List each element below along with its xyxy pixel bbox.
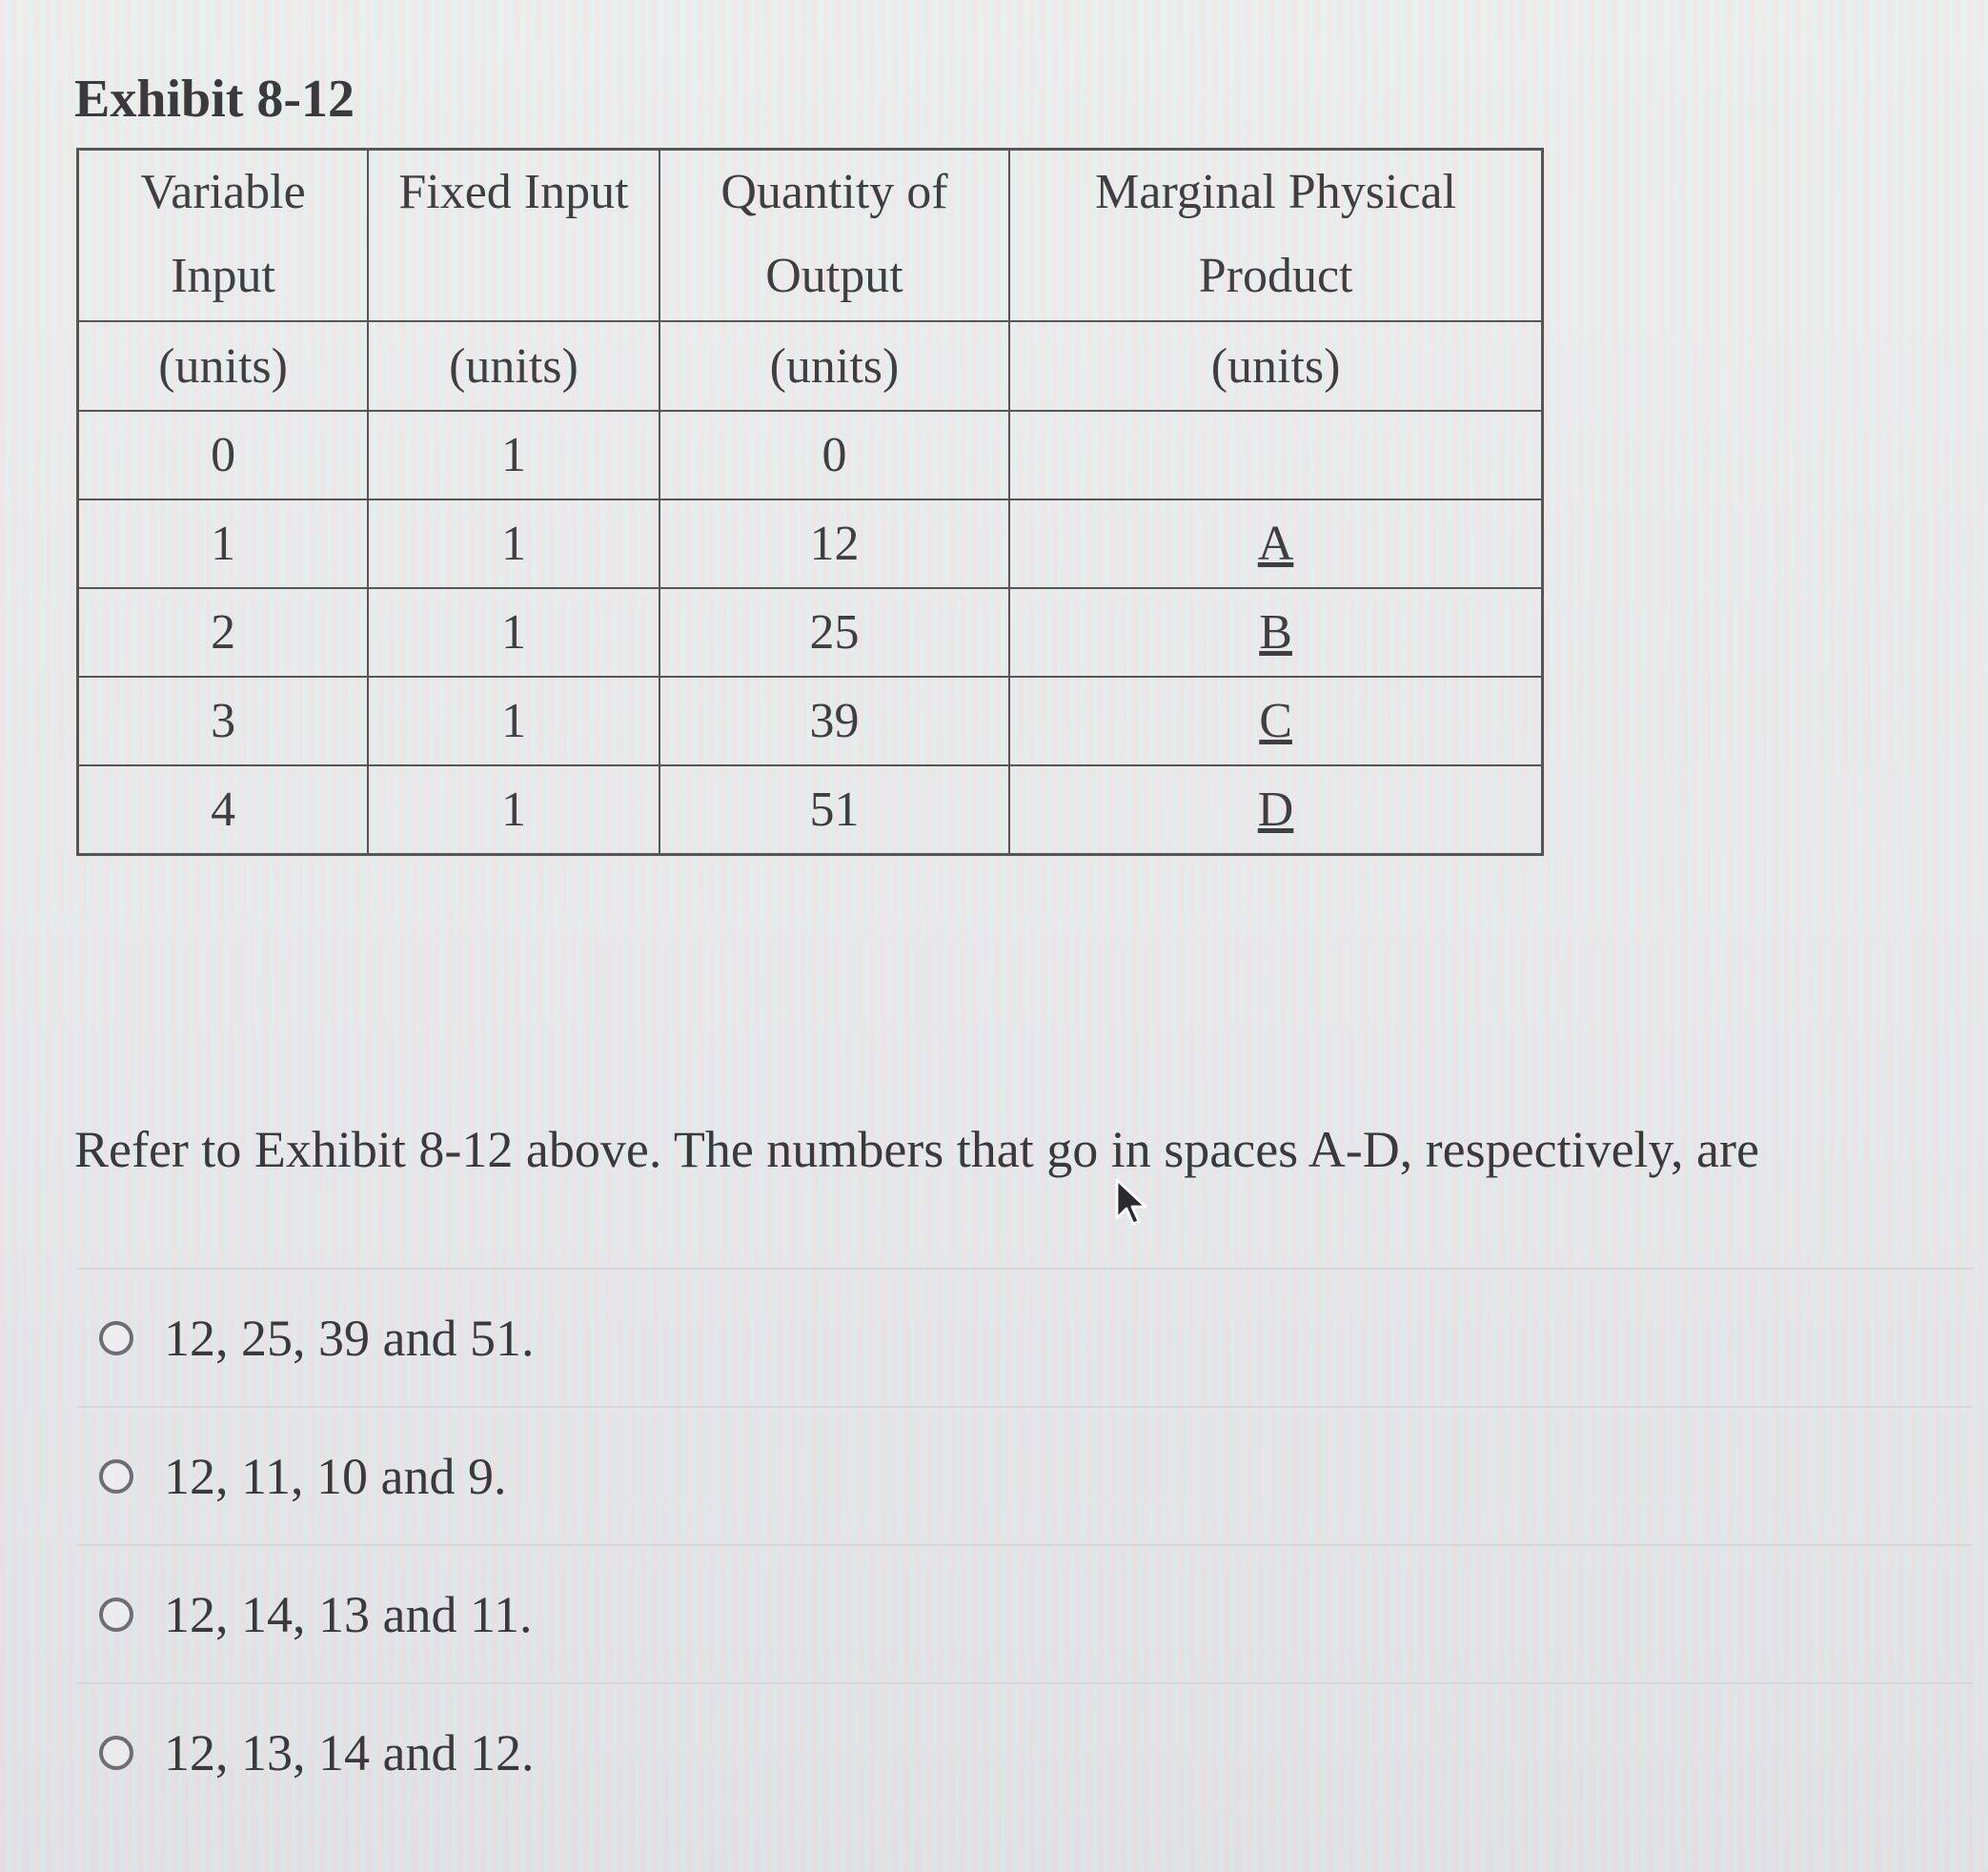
variable-input-cell: 2 xyxy=(78,588,369,677)
table-row xyxy=(78,677,1543,765)
answer-options xyxy=(76,1268,1988,1821)
fixed-input-cell: 1 xyxy=(368,677,659,765)
answer-option[interactable] xyxy=(76,1270,1988,1406)
mpp-cell xyxy=(1009,765,1542,855)
question-text: Refer to Exhibit 8-12 above. The numbers that go in spaces A-D, respectively, are xyxy=(74,1121,1759,1178)
mpp-cell xyxy=(1009,677,1542,765)
table-row xyxy=(78,588,1543,677)
answer-option-label: 12, 25, 39 and 51. xyxy=(164,1309,535,1367)
fixed-input-cell: 1 xyxy=(368,499,659,588)
exhibit-table xyxy=(76,148,1544,856)
mpp-blank-label: D xyxy=(1257,783,1294,837)
answer-option-label: 12, 14, 13 and 11. xyxy=(164,1585,533,1643)
mpp-cell xyxy=(1009,411,1542,499)
answer-option[interactable] xyxy=(76,1408,1988,1544)
units-cell: (units) xyxy=(659,321,1009,411)
radio-button[interactable] xyxy=(99,1736,133,1770)
answer-option-label: 12, 11, 10 and 9. xyxy=(164,1447,507,1505)
variable-input-cell: 4 xyxy=(78,765,369,855)
fixed-input-cell: 1 xyxy=(368,411,659,499)
units-cell: (units) xyxy=(368,321,659,411)
quantity-output-cell: 39 xyxy=(659,677,1009,765)
quantity-output-cell: 51 xyxy=(659,765,1009,855)
answer-option[interactable] xyxy=(76,1546,1988,1682)
answer-option-label: 12, 13, 14 and 12. xyxy=(164,1723,535,1781)
variable-input-cell: 1 xyxy=(78,499,369,588)
units-cell: (units) xyxy=(1009,321,1542,411)
mpp-cell xyxy=(1009,499,1542,588)
mpp-blank-label: C xyxy=(1259,694,1292,748)
table-row xyxy=(78,499,1543,588)
fixed-input-cell: 1 xyxy=(368,588,659,677)
header-quantity-output: Quantity of Output xyxy=(659,150,1009,322)
mpp-blank-label: A xyxy=(1257,517,1294,571)
table-row xyxy=(78,765,1543,855)
header-variable-input: Variable Input xyxy=(78,150,369,322)
quantity-output-cell: 0 xyxy=(659,411,1009,499)
quantity-output-cell: 25 xyxy=(659,588,1009,677)
quantity-output-cell: 12 xyxy=(659,499,1009,588)
fixed-input-cell: 1 xyxy=(368,765,659,855)
mpp-cell xyxy=(1009,588,1542,677)
radio-button[interactable] xyxy=(99,1597,133,1632)
mouse-cursor-icon xyxy=(1113,1176,1151,1230)
table-units-row xyxy=(78,321,1543,411)
table-row xyxy=(78,411,1543,499)
header-fixed-input: Fixed Input xyxy=(368,150,659,322)
radio-button[interactable] xyxy=(99,1459,133,1494)
header-marginal-physical-product: Marginal Physical Product xyxy=(1009,150,1542,322)
units-cell: (units) xyxy=(78,321,369,411)
mpp-blank-label: B xyxy=(1259,605,1292,660)
answer-option[interactable] xyxy=(76,1684,1988,1821)
radio-button[interactable] xyxy=(99,1321,133,1355)
table-header-row xyxy=(78,150,1543,322)
exhibit-title: Exhibit 8-12 xyxy=(74,70,355,129)
variable-input-cell: 0 xyxy=(78,411,369,499)
variable-input-cell: 3 xyxy=(78,677,369,765)
